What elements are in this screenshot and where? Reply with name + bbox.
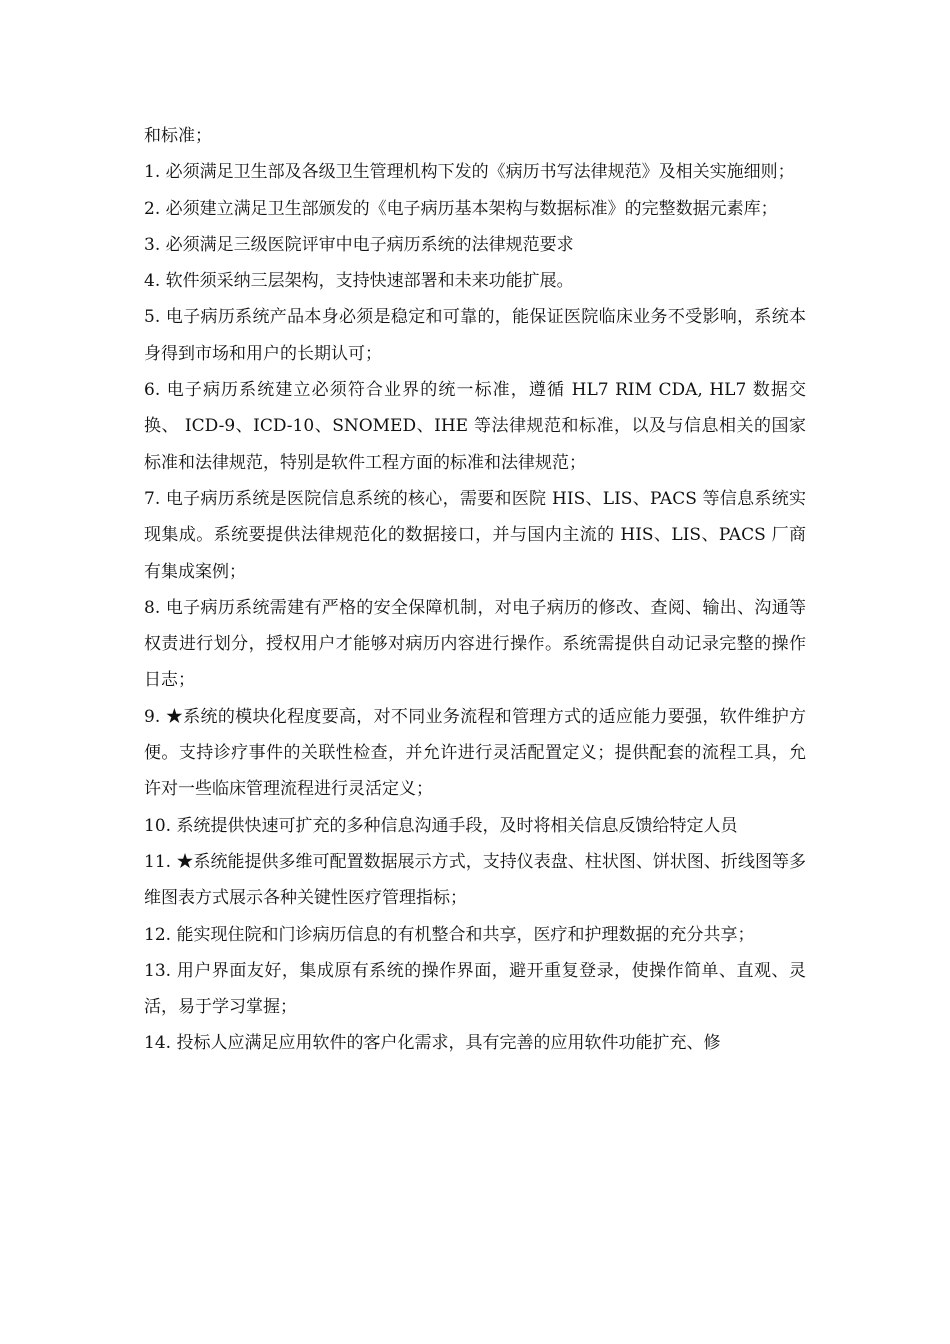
list-item-14: 14. 投标人应满足应用软件的客户化需求，具有完善的应用软件功能扩充、修 bbox=[144, 1033, 721, 1054]
list-item-3: 3. 必须满足三级医院评审中电子病历系统的法律规范要求 bbox=[144, 234, 574, 255]
list-item-13: 13. 用户界面友好，集成原有系统的操作界面，避开重复登录，使操作简单、直观、灵活，易于学习掌握； bbox=[144, 960, 806, 1018]
list-item-1: 1. 必须满足卫生部及各级卫生管理机构下发的《病历书写法律规范》及相关实施细则； bbox=[144, 162, 795, 183]
list-item-2: 2. 必须建立满足卫生部颁发的《电子病历基本架构与数据标准》的完整数据元素库； bbox=[144, 198, 778, 219]
document-body bbox=[144, 118, 806, 1062]
list-item-11: 11. ★系统能提供多维可配置数据展示方式，支持仪表盘、柱状图、饼状图、折线图等多维图表方式展示各种关键性医疗管理指标； bbox=[144, 851, 806, 909]
list-item-5: 5. 电子病历系统产品本身必须是稳定和可靠的，能保证医院临床业务不受影响，系统本身得到市场和用户的长期认可； bbox=[144, 307, 806, 364]
list-item-4: 4. 软件须采纳三层架构，支持快速部署和未来功能扩展。 bbox=[144, 271, 574, 292]
list-item-12: 12. 能实现住院和门诊病历信息的有机整合和共享，医疗和护理数据的充分共享； bbox=[144, 924, 755, 945]
list-item-8: 8. 电子病历系统需建有严格的安全保障机制，对电子病历的修改、查阅、输出、沟通等权责进行划分，授权用户才能够对病历内容进行操作。系统需提供自动记录完整的操作日志； bbox=[144, 597, 806, 691]
list-item-9: 9. ★系统的模块化程度要高，对不同业务流程和管理方式的适应能力要强，软件维护方便。支持诊疗事件的关联性检查，并允许进行灵活配置定义；提供配套的流程工具，允许对一些临床管理流程进行灵活定义； bbox=[144, 706, 806, 800]
paragraph-continuation: 和标准； bbox=[144, 126, 212, 146]
list-item-6: 6. 电子病历系统建立必须符合业界的统一标准，遵循 HL7 RIM CDA, HL7 数据交换、 ICD-9、ICD-10、SNOMED、IHE 等法律规范和标准，以及与信息相关的国家标准和法律规范，特别是软件工程方面的标准和法律规范； bbox=[144, 380, 806, 473]
list-item-7: 7. 电子病历系统是医院信息系统的核心，需要和医院 HIS、LIS、PACS 等信息系统实现集成。系统要提供法律规范化的数据接口，并与国内主流的 HIS、LIS、PACS 厂商有集成案例； bbox=[144, 488, 806, 582]
list-item-10: 10. 系统提供快速可扩充的多种信息沟通手段，及时将相关信息反馈给特定人员 bbox=[144, 815, 738, 836]
